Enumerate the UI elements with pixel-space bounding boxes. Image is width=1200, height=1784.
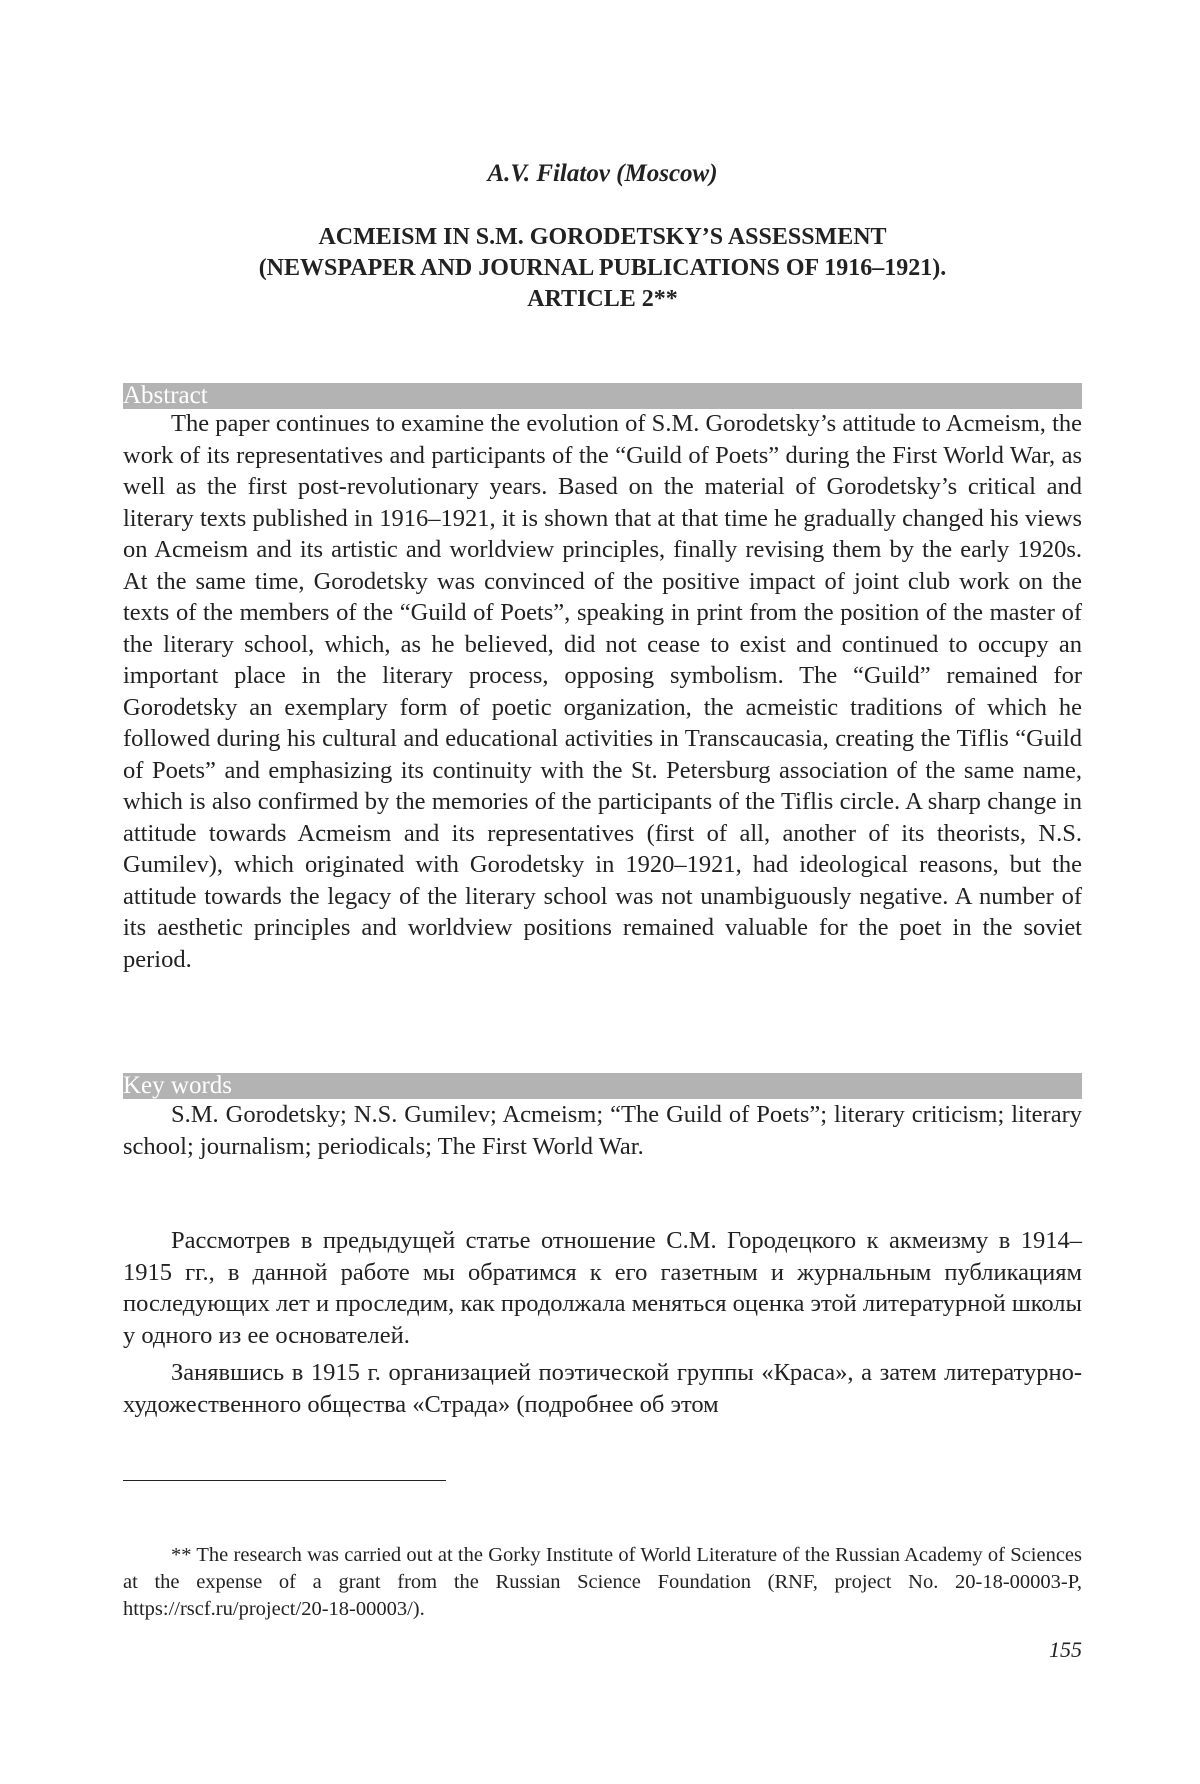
abstract-text: The paper continues to examine the evolution of S.M. Gorodetsky’s attitude to Acmeism, the work of its representatives and participants of the “Guild of Poets” during the First World War, as well as the first post-revolutionary years. Based on the material of Gorodetsky’s critical and literary texts published in 1916–1921, it is shown that at that time he gradually changed his views on Acmeism and its artistic and worldview principles, finally revising them by the early 1920s. At the same time, Gorodetsky was convinced of the positive impact of joint club work on the texts of the members of the “Guild of Poets”, speaking in print from the position of the master of the literary school, which, as he believed, did not cease to exist and continued to occupy an important place in the literary process, opposing symbolism. The “Guild” remained for Gorodetsky an exemplary form of poetic organization, the acmeistic traditions of which he followed during his cultural and educational activities in Transcaucasia, creating the Tiflis “Guild of Poets” and emphasizing its continuity with the St. Petersburg association of the same name, which is also confirmed by the memories of the participants of the Tiflis circle. A sharp change in attitude towards Acmeism and its representatives (first of all, another of its theorists, N.S. Gumilev), which originated with Gorodetsky in 1920–1921, had ideological reasons, but the attitude towards the legacy of the literary school was not unambiguously negative. A number of its aesthetic principles and worldview positions remained valuable for the poet in the soviet period. xyxy=(123,410,1082,973)
title-line-1: ACMEISM IN S.M. GORODETSKY’S ASSESSMENT xyxy=(318,224,887,250)
footnote-text: ** The research was carried out at the Gorky Institute of World Literature of the Russian Academy of Sciences at the expense of a grant from the Russian Science Foundation (RNF, project No. 20-18-00003-P, https://rscf.ru/project/20-18-00003/). xyxy=(123,1544,1082,1620)
page-number: 155 xyxy=(1049,1637,1082,1662)
keywords-heading: Key words xyxy=(123,1073,1082,1099)
title-line-3: ARTICLE 2** xyxy=(527,286,678,312)
abstract-heading: Abstract xyxy=(123,383,1082,409)
title-line-2: (NEWSPAPER AND JOURNAL PUBLICATIONS OF 1916–1921). xyxy=(258,255,947,281)
author-line: A.V. Filatov (Moscow) xyxy=(487,160,718,187)
keywords-text: S.M. Gorodetsky; N.S. Gumilev; Acmeism; “The Guild of Poets”; literary criticism; literary school; journalism; periodicals; The First World War. xyxy=(123,1101,1082,1160)
body-text xyxy=(123,1225,1082,1426)
body-paragraph-2: Занявшись в 1915 г. организацией поэтической группы «Краса», а затем литературно-художественного общества «Страда» (подробнее об этом xyxy=(123,1359,1082,1418)
body-paragraph-1: Рассмотрев в предыдущей статье отношение С.М. Городецкого к акмеизмy в 1914–1915 гг., в данной работе мы обратимся к его газетным и журнальным публикациям последующих лет и проследим, как продолжала меняться оценка этой литературной школы у одного из ее основателей. xyxy=(123,1227,1082,1349)
footnote-divider xyxy=(123,1480,446,1481)
article-title xyxy=(123,222,1082,315)
